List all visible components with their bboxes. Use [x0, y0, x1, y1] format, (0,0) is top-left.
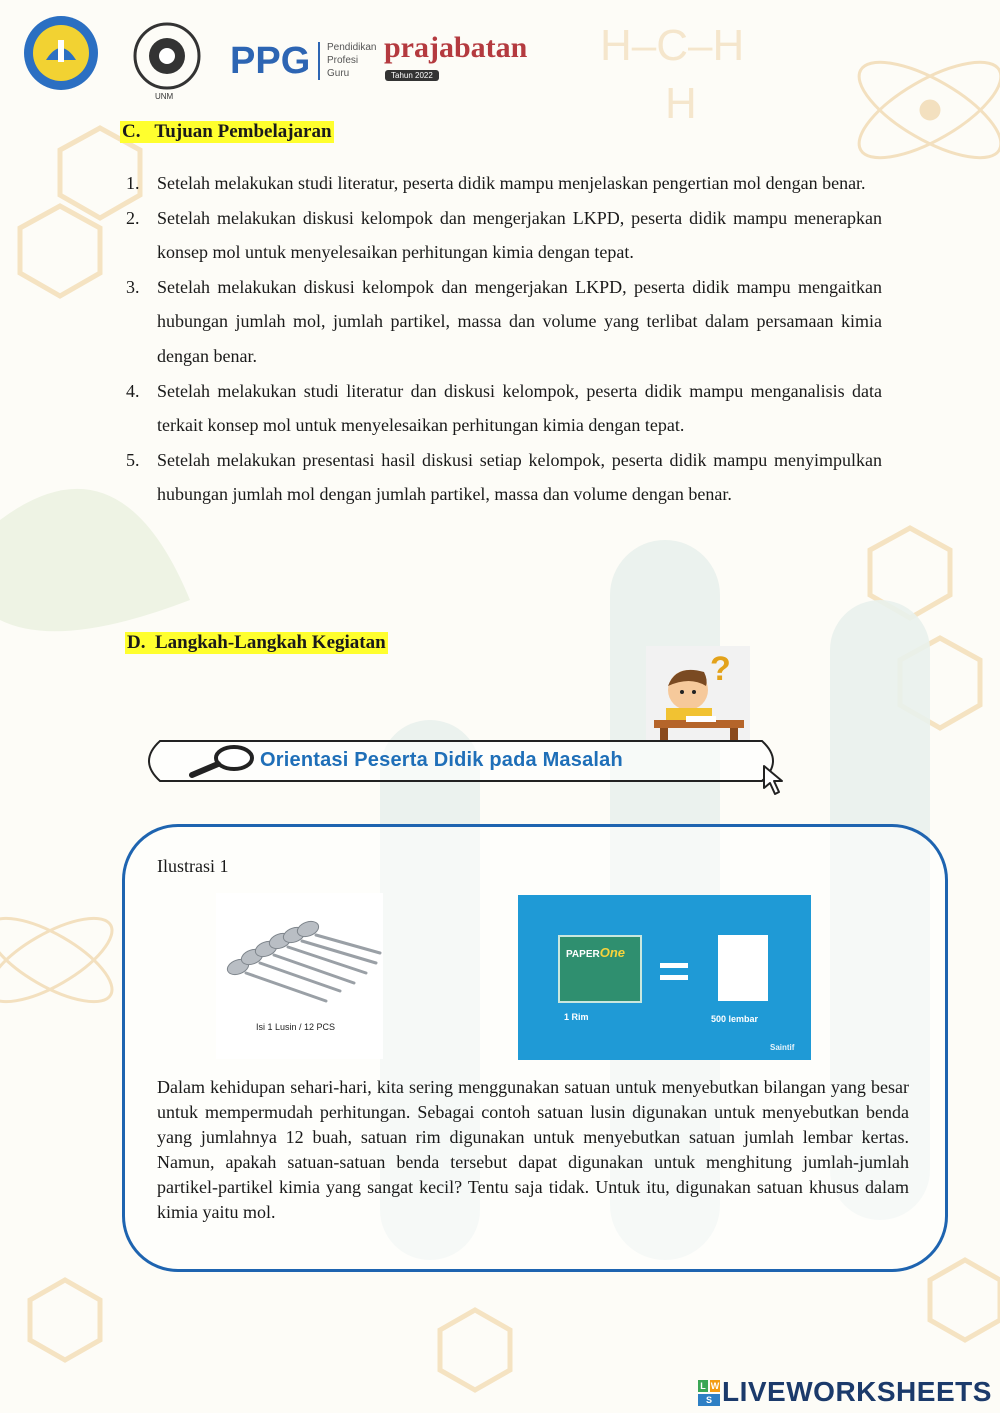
- paper-sheet: [718, 935, 768, 1001]
- lws-badge-icon: L W S: [698, 1380, 720, 1406]
- learning-goals-list: [126, 166, 882, 512]
- paper-watermark: Saintif: [770, 1043, 795, 1052]
- svg-text:H: H: [665, 79, 697, 128]
- list-item: 1. Setelah melakukan studi literatur, peserta didik mampu menjelaskan pengertian mol dengan benar.: [126, 173, 866, 193]
- year-badge: Tahun 2022: [385, 70, 439, 81]
- list-item: 5. Setelah melakukan presentasi hasil diskusi setiap kelompok, peserta didik mampu menyimpulkan hubungan jumlah mol dengan jumlah partikel, massa dan volume dengan benar.: [126, 449, 882, 505]
- cursor-arrow-icon: [760, 764, 794, 798]
- liveworksheets-brand: LIVEWORKSHEETS: [722, 1376, 992, 1407]
- spoons-image: [216, 893, 383, 1059]
- header-logos: [0, 0, 560, 110]
- tut-wuri-logo-icon: [22, 14, 100, 92]
- magnifier-icon: [188, 744, 254, 778]
- unm-seal-icon: [128, 20, 206, 100]
- svg-text:?: ?: [710, 650, 731, 688]
- spoons-caption: Isi 1 Lusin / 12 PCS: [256, 1022, 336, 1032]
- paper-left-caption: 1 Rim: [564, 1012, 589, 1022]
- list-item: 2. Setelah melakukan diskusi kelompok dan mengerjakan LKPD, peserta didik mampu menerapkan konsep mol untuk menyelesaikan perhitungan kimia dengan tepat.: [126, 207, 882, 263]
- paper-right-caption: 500 lembar: [711, 1014, 759, 1024]
- illustration-label: Ilustrasi 1: [157, 856, 229, 876]
- paper-ream-image: [518, 895, 811, 1060]
- section-c-heading: C. Tujuan Pembelajaran: [122, 121, 332, 142]
- paper-box: [558, 935, 642, 1003]
- list-item: 3. Setelah melakukan diskusi kelompok dan mengerjakan LKPD, peserta didik mampu mengaitkan hubungan jumlah mol, jumlah partikel, massa dan volume yang terlibat dalam persamaan kimia dengan benar.: [126, 276, 882, 366]
- unm-label: UNM: [155, 92, 174, 101]
- spoons-icon: [216, 893, 383, 1023]
- list-item: 4. Setelah melakukan studi literatur dan diskusi kelompok, peserta didik mampu menganalisis data terkait konsep mol untuk menyelesaikan perhitungan kimia dengan tepat.: [126, 380, 882, 436]
- svg-text:H–C–H: H–C–H: [600, 21, 745, 70]
- paper-brand: PAPEROne: [566, 945, 626, 960]
- section-d-heading: D. Langkah-Langkah Kegiatan: [127, 632, 386, 653]
- thinking-student-image: [646, 646, 750, 742]
- ppg-label: PPG: [230, 40, 311, 82]
- banner-title: Orientasi Peserta Didik pada Masalah: [260, 749, 623, 771]
- ppg-subtitle: Pendidikan Profesi Guru: [327, 42, 377, 79]
- equals-sign: [660, 963, 688, 968]
- equals-sign-bottom: [660, 975, 688, 980]
- prajabatan-brand: prajabatan: [384, 31, 528, 64]
- ppg-divider: [318, 42, 320, 80]
- illustration-paragraph: Dalam kehidupan sehari-hari, kita sering menggunakan satuan untuk menyebutkan bilangan yang besar untuk mempermudah perhitungan. Sebagai contoh satuan lusin digunakan untuk menyebutkan benda yang jumlahnya 12 buah, satuan rim digunakan untuk menyebutkan satuan jumlah lembar kertas. Namun, apakah satuan-satuan benda tersebut dapat digunakan untuk menghitung jumlah-jumlah partikel-partikel kimia yang sangat kecil? Tentu saja tidak. Untuk itu, digunakan satuan khusus dalam kimia yaitu mol.: [157, 1077, 909, 1222]
